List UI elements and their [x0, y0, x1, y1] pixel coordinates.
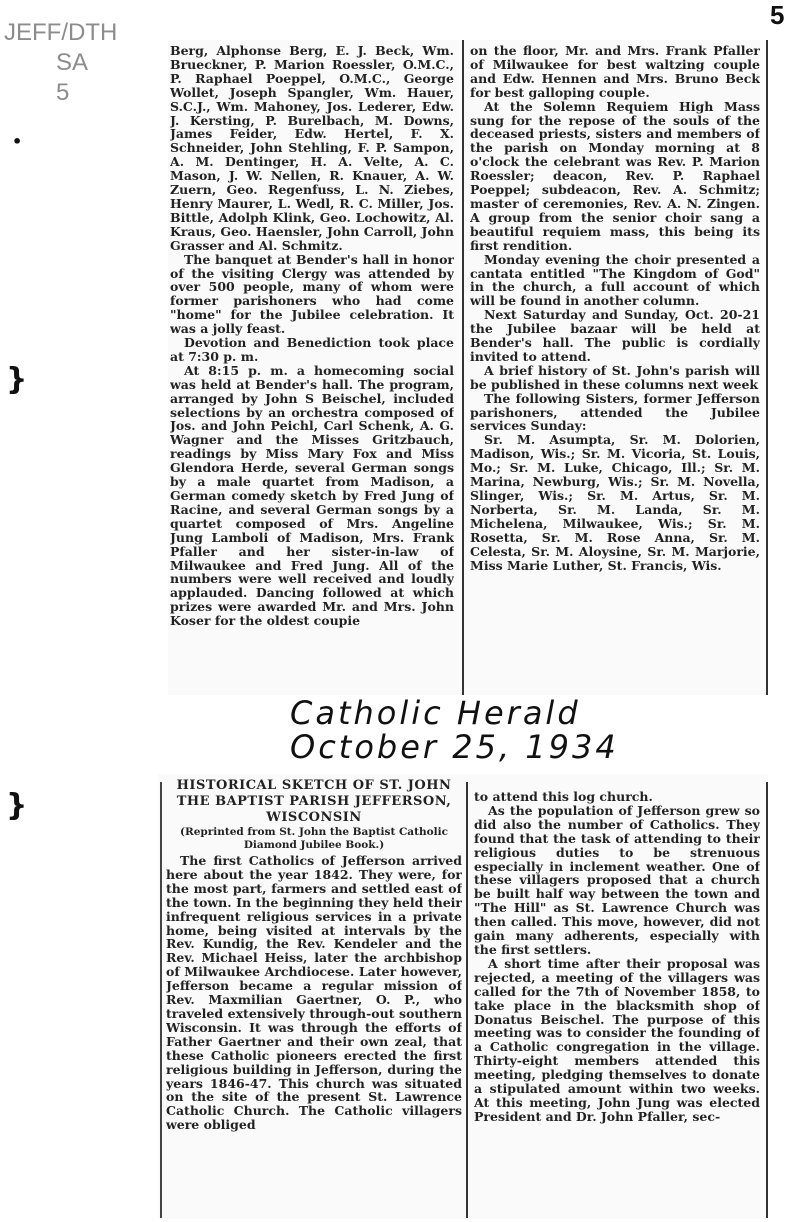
paragraph: The banquet at Bender's hall in honor of the visiting Clergy was attended by over 500 people, many of whom were former parishoners who had come "home" for the Jubilee celebration. It was a jolly feast. — [170, 251, 454, 337]
paragraph: The following Sisters, former Jefferson parishoners, attended the Jubilee services Sunday: — [470, 390, 760, 434]
margin-note-line: SA — [56, 49, 89, 76]
column-divider — [466, 782, 468, 1218]
margin-note-line: JEFF/DTH — [4, 19, 118, 46]
page-number: 5 — [770, 0, 785, 30]
paragraph: Sr. M. Asumpta, Sr. M. Dolorien, Madison, Wis.; Sr. M. Vicoria, St. Louis, Mo.; Sr. M. Luke, Chicago, Ill.; Sr. M. Marina, Newburg, Wis.; Sr. M. Novella, Slinger, Wis.; Sr. M. Artus, Sr. M. Norberta, Sr. M. Landa, Sr. M. Michelena, Milwaukee, Wis.; Sr. M. Rosetta, Sr. M. Rose Anna, Sr. M. Celesta, Sr. M. Aloysine, Sr. M. Marjorie, Miss Marie Luther, St. Francis, Wis. — [470, 432, 760, 573]
clipping2-left-column — [166, 778, 462, 1219]
paragraph: At 8:15 p. m. a homecoming social was held at Bender's hall. The program, arranged by John S Beischel, included selections by an orchestra composed of Jos. and John Peichl, Carl Schenk, A. G. Wagner and the Misses Gritzbauch, readings by Miss Mary Fox and Miss Glendora Herde, several German songs by a male quartet from Madison, a German comedy sketch by Fred Jung of Racine, and several German songs by a quartet composed of Mrs. Angeline Jung Lamboli of Madison, Mrs. Frank Pfaller and her sister-in-law of Milwaukee and Fred Jung. All of the numbers were well received and loudly applauded. Dancing followed at which prizes were awarded Mr. and Mrs. John Koser for the oldest coupie — [170, 362, 454, 629]
paragraph: At the Solemn Requiem High Mass sung for the repose of the souls of the deceased priests, sisters and members of the parish on Monday morning at 8 o'clock the celebrant was Rev. P. Marion Roessler; deacon, Rev. P. Raphael Poeppel; subdeacon, Rev. A. Schmitz; master of ceremonies, Rev. A. N. Zingen. A group from the senior choir sang a beautiful requiem mass, this being its first rendition. — [470, 98, 760, 253]
margin-note — [4, 18, 124, 110]
paragraph: As the population of Jefferson grew so did also the number of Catholics. They found that the task of attending to their religious duties to be strenuous especially in inclement weather. One of these villagers proposed that a church be built half way between the town and "The Hill" as St. Lawrence Church was then called. This move, however, did not gain many adherents, especially with the first settlers. — [474, 802, 760, 957]
margin-brace-mark: } — [6, 362, 28, 397]
margin-dot-mark: • — [12, 132, 23, 151]
handwritten-date: October 25, 1934 — [290, 728, 619, 766]
paragraph: Berg, Alphonse Berg, E. J. Beck, Wm. Brueckner, P. Marion Roessler, O.M.C., P. Raphael Poeppel, O.M.C., George Wollet, Joseph Spangler, Wm. Hauer, S.C.J., Wm. Mahoney, Jos. Lederer, Edw. J. Kersting, P. Burelbach, M. Downs, James Feider, Edw. Hertel, F. X. Schneider, John Stehling, F. P. Sampon, A. M. Dentinger, H. A. Velte, A. C. Mason, J. W. Nellen, R. Knauer, A. W. Zuern, Geo. Regenfuss, L. N. Ziebes, Henry Maurer, L. Wedl, R. C. Miller, Jos. Bittle, Adolph Klink, Geo. Lochowitz, Al. Kraus, Geo. Haensler, John Carroll, John Grasser and Al. Schmitz. — [170, 44, 454, 253]
margin-note-line: 5 — [56, 79, 70, 106]
paragraph: A brief history of St. John's parish will be published in these columns next week — [470, 362, 760, 392]
handwritten-source: Catholic Herald — [290, 694, 581, 732]
paragraph: A short time after their proposal was rejected, a meeting of the villagers was called for the 7th of November 1858, to take place in the blacksmith shop of Donatus Beischel. The purpose of this meeting was to consider the founding of a Catholic congregation in the village. Thirty-eight members attended this meeting, pledging themselves to donate a stipulated amount within two weeks. At this meeting, John Jung was elected President and Dr. John Pfaller, sec- — [474, 955, 760, 1124]
clipping2-right-column — [474, 790, 760, 1219]
article-subhead: (Reprinted from St. John the Baptist Catholic Diamond Jubilee Book.) — [180, 826, 448, 851]
paragraph: on the floor, Mr. and Mrs. Frank Pfaller of Milwaukee for best waltzing couple and Edw. Hennen and Mrs. Bruno Beck for best galloping couple. — [470, 44, 760, 100]
paragraph: The first Catholics of Jefferson arrived here about the year 1842. They were, for the most part, farmers and settled east of the town. In the beginning they held their infrequent religious services in a private home, being visited at intervals by the Rev. Kundig, the Rev. Kendeler and the Rev. Michael Heiss, later the archbishop of Milwaukee Archdiocese. Later however, Jefferson became a regular mission of Rev. Maxmilian Gaertner, O. P., who traveled extensively through-out southern Wisconsin. It was through the efforts of Father Gaertner and their own zeal, that these Catholic pioneers erected the first religious building in Jefferson, during the years 1846-47. This church was situated on the site of the present St. Lawrence Catholic Church. The Catholic villagers were obliged — [166, 853, 462, 1133]
clipping1-right-column — [470, 44, 760, 692]
paragraph: Next Saturday and Sunday, Oct. 20-21 the Jubilee bazaar will be held at Bender's hall. The public is cordially invited to attend. — [470, 307, 760, 364]
column-divider — [462, 40, 464, 695]
clipping-border — [160, 782, 162, 1218]
clipping-border — [766, 782, 768, 1218]
margin-brace-mark: } — [6, 788, 28, 823]
paragraph: Devotion and Benediction took place at 7:30 p. m. — [170, 335, 454, 364]
clipping1-left-column — [170, 44, 454, 692]
article-headline: HISTORICAL SKETCH OF ST. JOHN THE BAPTIST PARISH JEFFERSON, WISCONSIN — [176, 778, 452, 825]
paragraph: to attend this log church. — [474, 790, 653, 804]
paragraph: Monday evening the choir presented a cantata entitled "The Kingdom of God" in the church, a full account of which will be found in another column. — [470, 251, 760, 309]
clipping-border — [766, 40, 768, 695]
